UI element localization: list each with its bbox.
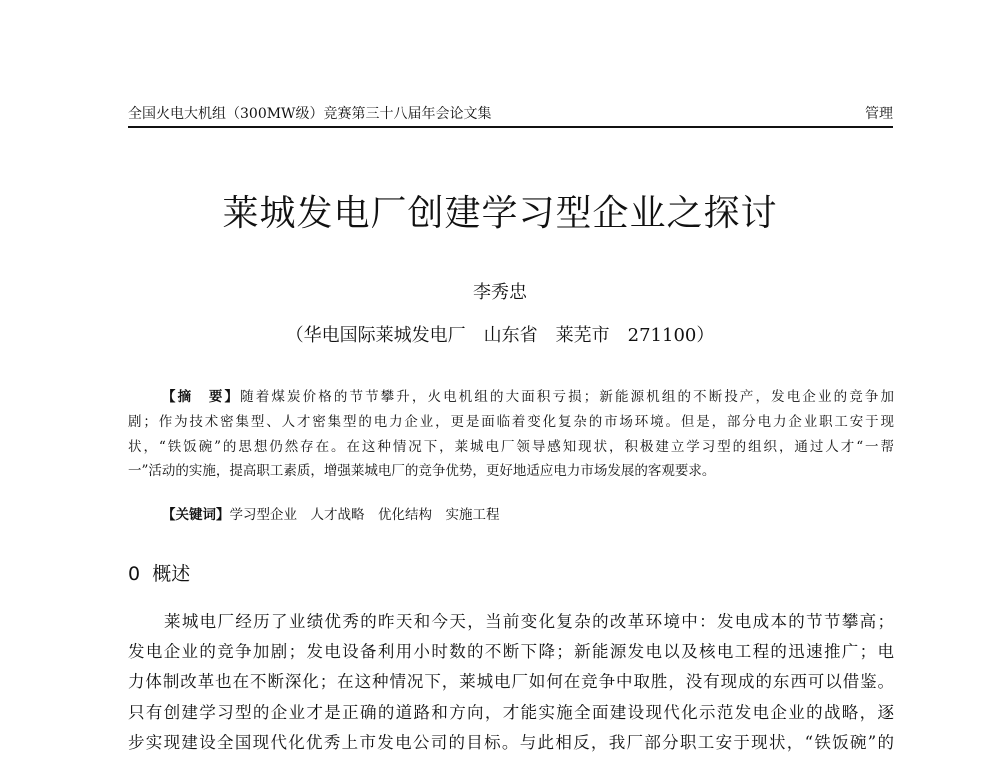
body-paragraph [128,607,894,758]
section-heading [128,560,190,588]
abstract [128,385,894,484]
keywords [162,503,500,527]
abstract-line [128,385,894,410]
abstract-line: 状，“铁饭碗”的思想仍然存在。在这种情况下，莱城电厂领导感知现状，积极建立学习型的组织，通过人才“一帮 [128,438,894,455]
author-affiliation: （华电国际莱城发电厂 山东省 莱芜市 271100） [285,325,715,346]
running-header-proceedings: 全国火电大机组（300MW级）竞赛第三十八届年会论文集 [128,106,492,122]
running-header-section: 管理 [865,106,893,122]
section-title: 概述 [152,563,191,585]
body-line: 力体制改革也在不断深化；在这种情况下，莱城电厂如何在竞争中取胜，没有现成的东西可以借鉴。 [128,672,894,692]
section-number: 0 [128,563,141,585]
paper-title: 莱城发电厂创建学习型企业之探讨 [222,193,778,234]
abstract-line: 剧；作为技术密集型、人才密集型的电力企业，更是面临着变化复杂的市场环境。但是，部分电力企业职工安于现 [128,413,894,430]
header-rule [128,126,893,128]
keywords-label: 【关键词】 [162,507,230,523]
body-line: 步实现建设全国现代化优秀上市发电公司的目标。与此相反，我厂部分职工安于现状，“铁饭碗”的 [128,732,894,752]
abstract-label: 【摘 要】 [162,389,241,405]
abstract-line: 一”活动的实施，提高职工素质，增强莱城电厂的竞争优势，更好地适应电力市场发展的客观要求。 [128,463,716,480]
author-name: 李秀忠 [473,282,527,303]
running-header [128,104,893,124]
body-line: 发电企业的竞争加剧；发电设备利用小时数的不断下降；新能源发电以及核电工程的迅速推广；电 [128,642,894,662]
keywords-text: 学习型企业 人才战略 优化结构 实施工程 [229,507,500,523]
body-line: 只有创建学习型的企业才是正确的道路和方向，才能实施全面建设现代化示范发电企业的战略，逐 [128,702,894,722]
abstract-text: 随着煤炭价格的节节攀升，火电机组的大面积亏损；新能源机组的不断投产，发电企业的竞争加 [240,389,895,405]
body-line: 莱城电厂经历了业绩优秀的昨天和今天，当前变化复杂的改革环境中：发电成本的节节攀高； [164,612,894,631]
